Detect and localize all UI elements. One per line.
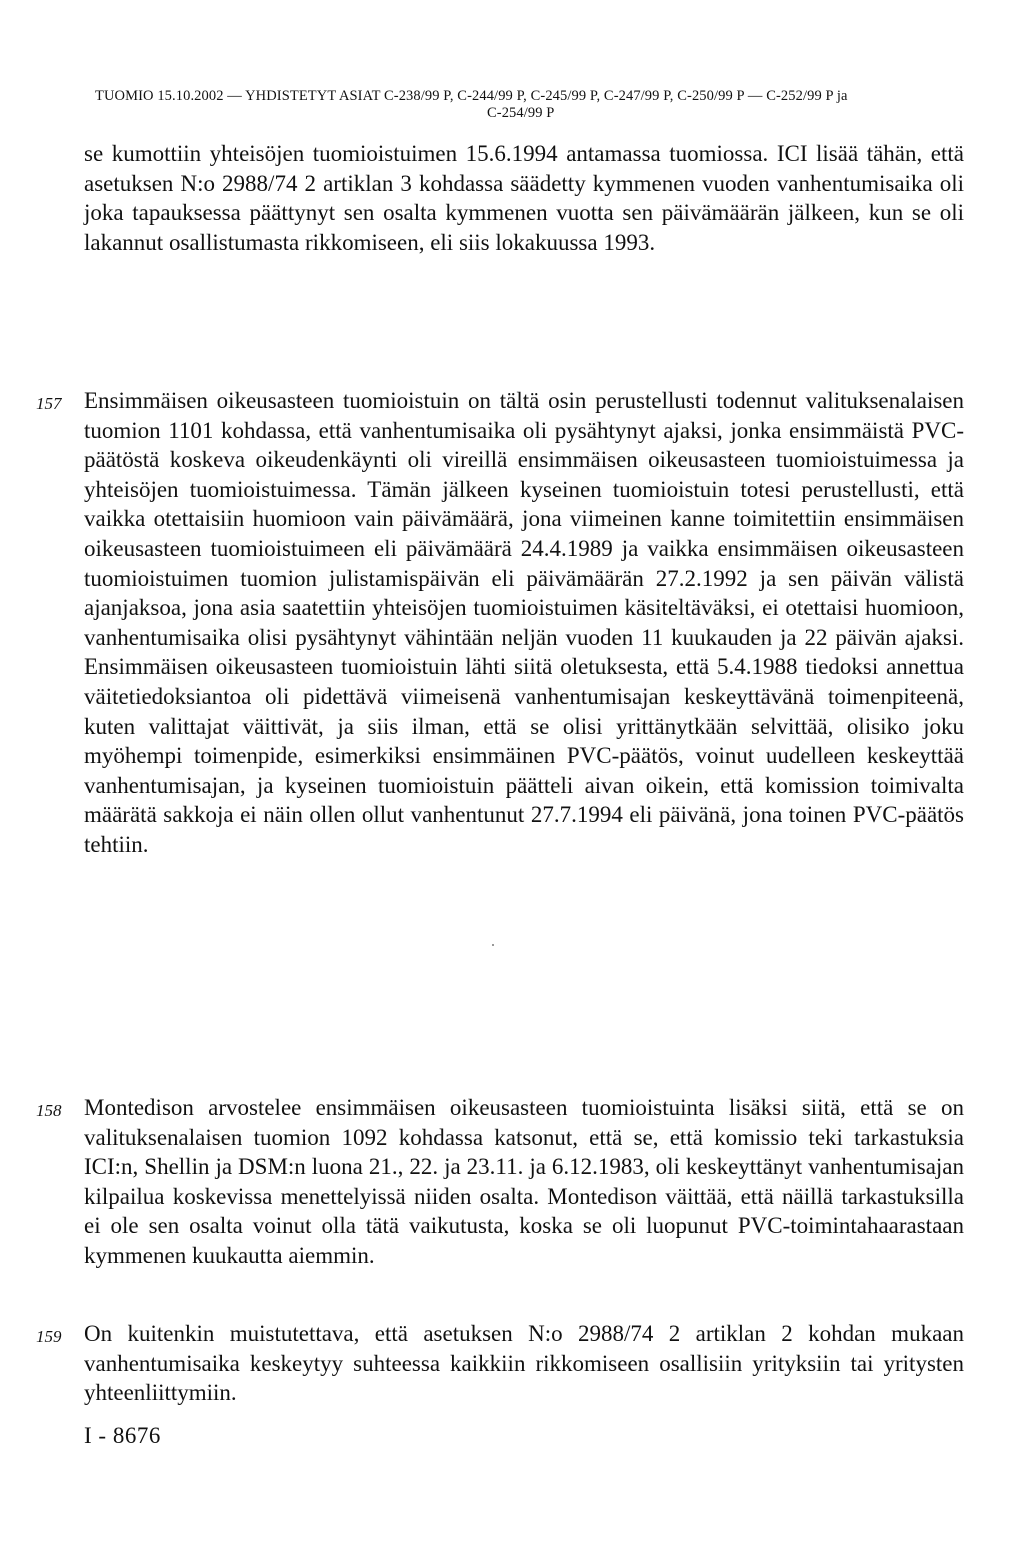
paragraph-157: Ensimmäisen oikeusasteen tuomioistuin on tältä osin perustellusti todennut valituksenalaisen tuomion 1101 kohdassa, että vanhentumisaika oli pysähtynyt ajaksi, jonka ensimmäistä PVC-päätöstä koskeva oikeudenkäynti oli vireillä ensimmäisen oikeusasteen tuomioistuimessa ja yhteisöjen tuomioistuimessa. Tämän jälkeen kyseinen tuomioistuin totesi perustellusti, että vaikka otettaisiin huomioon vain päivämäärä, jona viimeinen kanne toimitettiin ensimmäisen oikeusasteen tuomioistuimeen eli päivämäärä 24.4.1989 ja vaikka ensimmäisen oikeusasteen tuomioistuimen tuomion julistamispäivän eli päivämäärän 27.2.1992 ja sen päivän välistä ajanjaksoa, jona asia saatettiin yhteisöjen tuomioistuimen käsiteltäväksi, ei otettaisi huomioon, vanhentumisaika olisi pysähtynyt vähintään neljän vuoden 11 kuukauden ja 22 päivän ajaksi. Ensimmäisen oikeusasteen tuomioistuin lähti siitä oletuksesta, että 5.4.1988 tiedoksi annettua väitetiedoksiantoa oli pidettävä viimeisenä vanhentumisajan keskeyttävänä toimenpiteenä, kuten valittajat väittivät, ja siis ilman, että se olisi yrittänytkään selvittää, olisiko joku myöhempi toimenpide, esimerkiksi ensimmäinen PVC-päätös, voinut uudelleen keskeyttää vanhentumisajan, ja kyseinen tuomioistuin päätteli aivan oikein, että komission toimivalta määrätä sakkoja ei näin ollen ollut vanhentunut 27.7.1994 eli päivänä, jona toinen PVC-päätös tehtiin. [84, 388, 964, 857]
page-number: I - 8676 [84, 1423, 161, 1448]
paragraph-continuation: se kumottiin yhteisöjen tuomioistuimen 15.6.1994 antamassa tuomiossa. ICI lisää tähän, että asetuksen N:o 2988/74 2 artiklan 3 kohdassa säädetty kymmenen vuoden vanhentumisaika oli joka tapauksessa päättynyt sen osalta kymmenen vuotta sen päivämäärän jälkeen, kun se oli lakannut osallistumasta rikkomiseen, eli siis lokakuussa 1993. [84, 141, 964, 255]
paragraph-number-157: 157 [36, 394, 62, 413]
scan-speck [492, 944, 494, 946]
paragraph-number-158: 158 [36, 1101, 62, 1120]
paragraph-number-159: 159 [36, 1327, 62, 1346]
running-header-line-1: TUOMIO 15.10.2002 — YHDISTETYT ASIAT C-238/99 P, C-244/99 P, C-245/99 P, C-247/99 P, C-250/99 P — C-252/99 P ja [95, 88, 848, 104]
running-header [95, 88, 975, 122]
paragraph-159: On kuitenkin muistutettava, että asetuksen N:o 2988/74 2 artiklan 2 kohdan mukaan vanhentumisaika keskeytyy suhteessa kaikkiin rikkomiseen osallisiin yrityksiin tai yritysten yhteenliittymiin. [84, 1321, 964, 1406]
running-header-line-2: C-254/99 P [487, 105, 555, 121]
paragraph-158: Montedison arvostelee ensimmäisen oikeusasteen tuomioistuinta lisäksi siitä, että se on valituksenalaisen tuomion 1092 kohdassa katsonut, että se, että komissio teki tarkastuksia ICI:n, Shellin ja DSM:n luona 21., 22. ja 23.11. ja 6.12.1983, oli keskeyttänyt vanhentumisajan kilpailua koskevissa menettelyissä niiden osalta. Montedison väittää, että näillä tarkastuksilla ei ole sen osalta voinut olla tätä vaikutusta, koska se oli luopunut PVC-toimintahaarastaan kymmenen kuukautta aiemmin. [84, 1095, 964, 1268]
